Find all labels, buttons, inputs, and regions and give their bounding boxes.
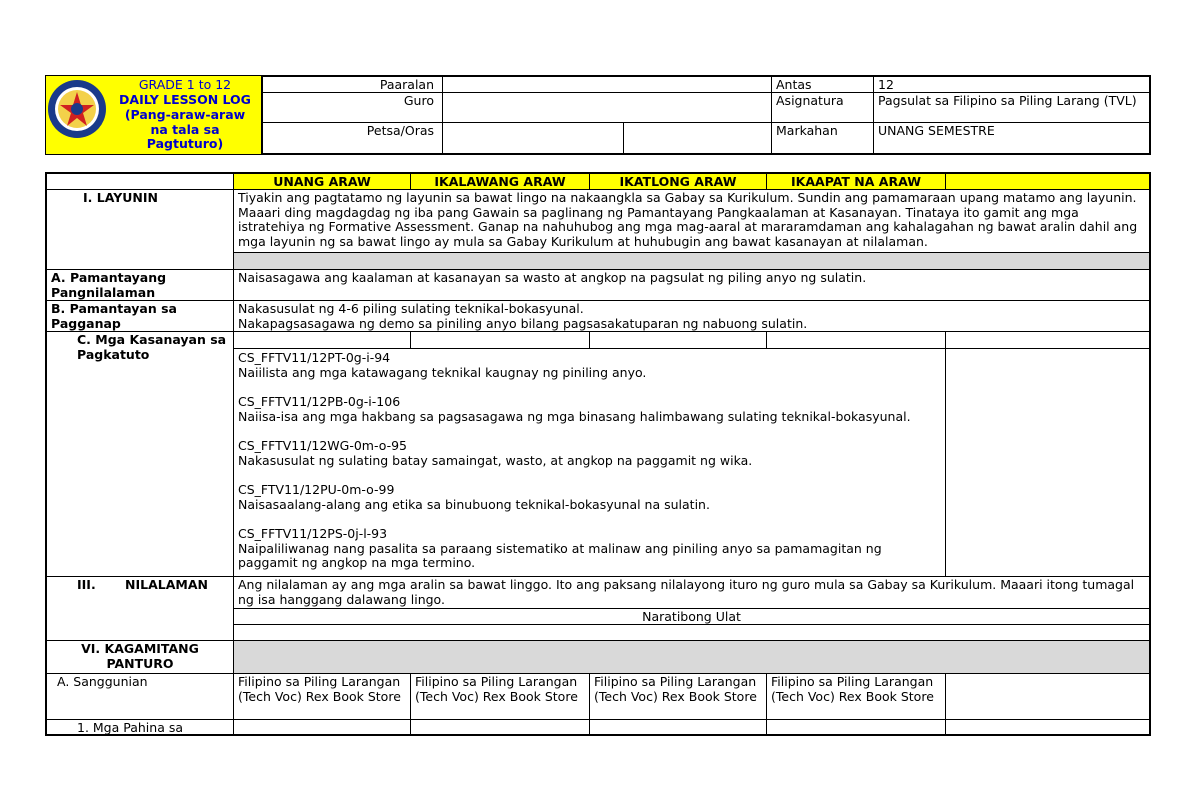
kasanayan-desc: Naisasaalang-alang ang etika sa binubuong teknikal-bokasyunal na sulatin. <box>238 496 710 512</box>
kasanayan-desc: Naiisa-isa ang mga hakbang sa pagsasagawa ng mga binasang halimbawang sulating teknikal-bokasyunal. <box>238 408 911 424</box>
log-subtitle: (Pang-araw-araw na tala sa Pagtuturo) <box>124 107 246 151</box>
sanggunian-entry-2: Filipino sa Piling Larangan (Tech Voc) Rex Book Store <box>410 673 590 720</box>
kasanayan-code: CS_FTV11/12PU-0m-o-99 <box>238 482 395 497</box>
sanggunian-entry-5 <box>945 673 1150 720</box>
nilalaman-label-text: NILALAMAN <box>125 577 208 592</box>
petsa-label: Petsa/Oras <box>262 122 443 154</box>
pagganap-text: Nakasusulat ng 4-6 piling sulating teknikal-bokasyunal. Nakapagsasagawa ng demo sa piniling anyo bilang pagsasakatuparan ng nabuong sulatin. <box>233 300 1150 332</box>
guro-value <box>442 92 772 123</box>
nilalaman-blank-row <box>233 624 1150 641</box>
kasanayan-item <box>238 395 941 424</box>
pahina-blank-5 <box>945 719 1150 735</box>
kasanayan-item <box>238 351 941 380</box>
day-header-5 <box>945 173 1150 190</box>
kasanayan-item <box>238 439 941 468</box>
pahina-blank-1 <box>233 719 411 735</box>
kasanayan-desc: Naipaliliwanag nang pasalita sa paraang sistematiko at malinaw ang piniling anyo sa pamamagitan ng paggamit ng angkop na mga termino. <box>238 540 882 570</box>
pahina-blank-2 <box>410 719 590 735</box>
kasanayan-code: CS_FFTV11/12PS-0j-l-93 <box>238 526 388 541</box>
day-header-3: IKATLONG ARAW <box>589 173 767 190</box>
nilalaman-label <box>46 576 234 641</box>
kagamitan-shaded <box>233 640 1150 674</box>
kasanayan-blank-4 <box>766 331 946 349</box>
antas-label: Antas <box>771 76 874 93</box>
markahan-value: UNANG SEMESTRE <box>873 122 1150 154</box>
kasanayan-label-text: C. Mga Kasanayan sa Pagkatuto <box>77 332 227 362</box>
kasanayan-item <box>238 527 941 571</box>
nilalaman-label-num: III. <box>77 577 96 592</box>
kasanayan-code: CS_FFTV11/12WG-0m-o-95 <box>238 438 408 453</box>
sanggunian-label: A. Sanggunian <box>46 673 234 720</box>
kasanayan-blank-2 <box>410 331 590 349</box>
paaralan-value <box>442 76 772 93</box>
sanggunian-entry-4: Filipino sa Piling Larangan (Tech Voc) Rex Book Store <box>766 673 946 720</box>
log-title: DAILY LESSON LOG <box>119 92 251 107</box>
nilalaman-topic: Naratibong Ulat <box>233 608 1150 625</box>
day-header-1: UNANG ARAW <box>233 173 411 190</box>
layunin-label-text: I. LAYUNIN <box>83 190 158 205</box>
asignatura-label: Asignatura <box>771 92 874 123</box>
kasanayan-code: CS_FFTV11/12PB-0g-i-106 <box>238 394 401 409</box>
pangnilalaman-text: Naisasagawa ang kaalaman at kasanayan sa wasto at angkop na pagsulat ng piling anyo ng sulatin. <box>233 269 1150 301</box>
layunin-label <box>46 189 234 270</box>
deped-seal-logo <box>46 78 108 140</box>
layunin-shaded-row <box>233 252 1150 270</box>
markahan-label: Markahan <box>771 122 874 154</box>
paaralan-label: Paaralan <box>262 76 443 93</box>
kasanayan-desc: Naiilista ang mga katawagang teknikal kaugnay ng piniling anyo. <box>238 364 647 380</box>
day-header-blank <box>46 173 234 190</box>
pahina-blank-3 <box>589 719 767 735</box>
guro-label: Guro <box>262 92 443 123</box>
kagamitan-label: VI. KAGAMITANG PANTURO <box>46 640 234 674</box>
kasanayan-blank-1 <box>233 331 411 349</box>
kasanayan-list <box>233 348 946 577</box>
nilalaman-text: Ang nilalaman ay ang mga aralin sa bawat linggo. Ito ang paksang nilalayong ituro ng guro mula sa Gabay sa Kurikulum. Maaari itong tumagal ng isa hanggang dalawang lingo. <box>233 576 1150 609</box>
day-header-4: IKAAPAT NA ARAW <box>766 173 946 190</box>
day-header-2: IKALAWANG ARAW <box>410 173 590 190</box>
pahina-blank-4 <box>766 719 946 735</box>
pangnilalaman-label: A. Pamantayang Pangnilalaman <box>46 269 234 301</box>
kasanayan-item <box>238 483 941 512</box>
kasanayan-blank-3 <box>589 331 767 349</box>
kasanayan-label <box>46 331 234 577</box>
kasanayan-blank-5 <box>945 331 1150 349</box>
antas-value: 12 <box>873 76 1150 93</box>
pagganap-label: B. Pamantayan sa Pagganap <box>46 300 234 332</box>
petsa-value-2 <box>623 122 772 154</box>
layunin-text: Tiyakin ang pagtatamo ng layunin sa bawat lingo na nakaangkla sa Gabay sa Kurikulum. Sundin ang pamamaraan upang matamo ang layunin. Maaari ding magdagdag ng iba pang Gawain sa paglinang ng Pamantayang Pangkaalaman at Kasanayan. Tinataya ito gamit ang mga istratehiya ng Formative Assessment. Ganap na nahuhubog ang mga mag-aaral at mararamdaman ang kahalagahan ng bawat aralin dahil ang mga layunin ng sa bawat lingo ay mula sa Gabay Kurikulum at huhubugin ang bawat kasanayan at nilalaman. <box>233 189 1150 253</box>
grade-label: GRADE 1 to 12 <box>138 77 232 92</box>
sanggunian-entry-3: Filipino sa Piling Larangan (Tech Voc) Rex Book Store <box>589 673 767 720</box>
sanggunian-entry-1: Filipino sa Piling Larangan (Tech Voc) Rex Book Store <box>233 673 411 720</box>
asignatura-value: Pagsulat sa Filipino sa Piling Larang (TVL) <box>873 92 1150 123</box>
pahina-label: 1. Mga Pahina sa <box>46 719 234 735</box>
kasanayan-right-blank <box>945 348 1150 577</box>
petsa-value-1 <box>442 122 624 154</box>
kasanayan-code: CS_FFTV11/12PT-0g-i-94 <box>238 350 391 365</box>
kasanayan-desc: Nakasusulat ng sulating batay samaingat, wasto, at angkop na paggamit ng wika. <box>238 452 753 468</box>
